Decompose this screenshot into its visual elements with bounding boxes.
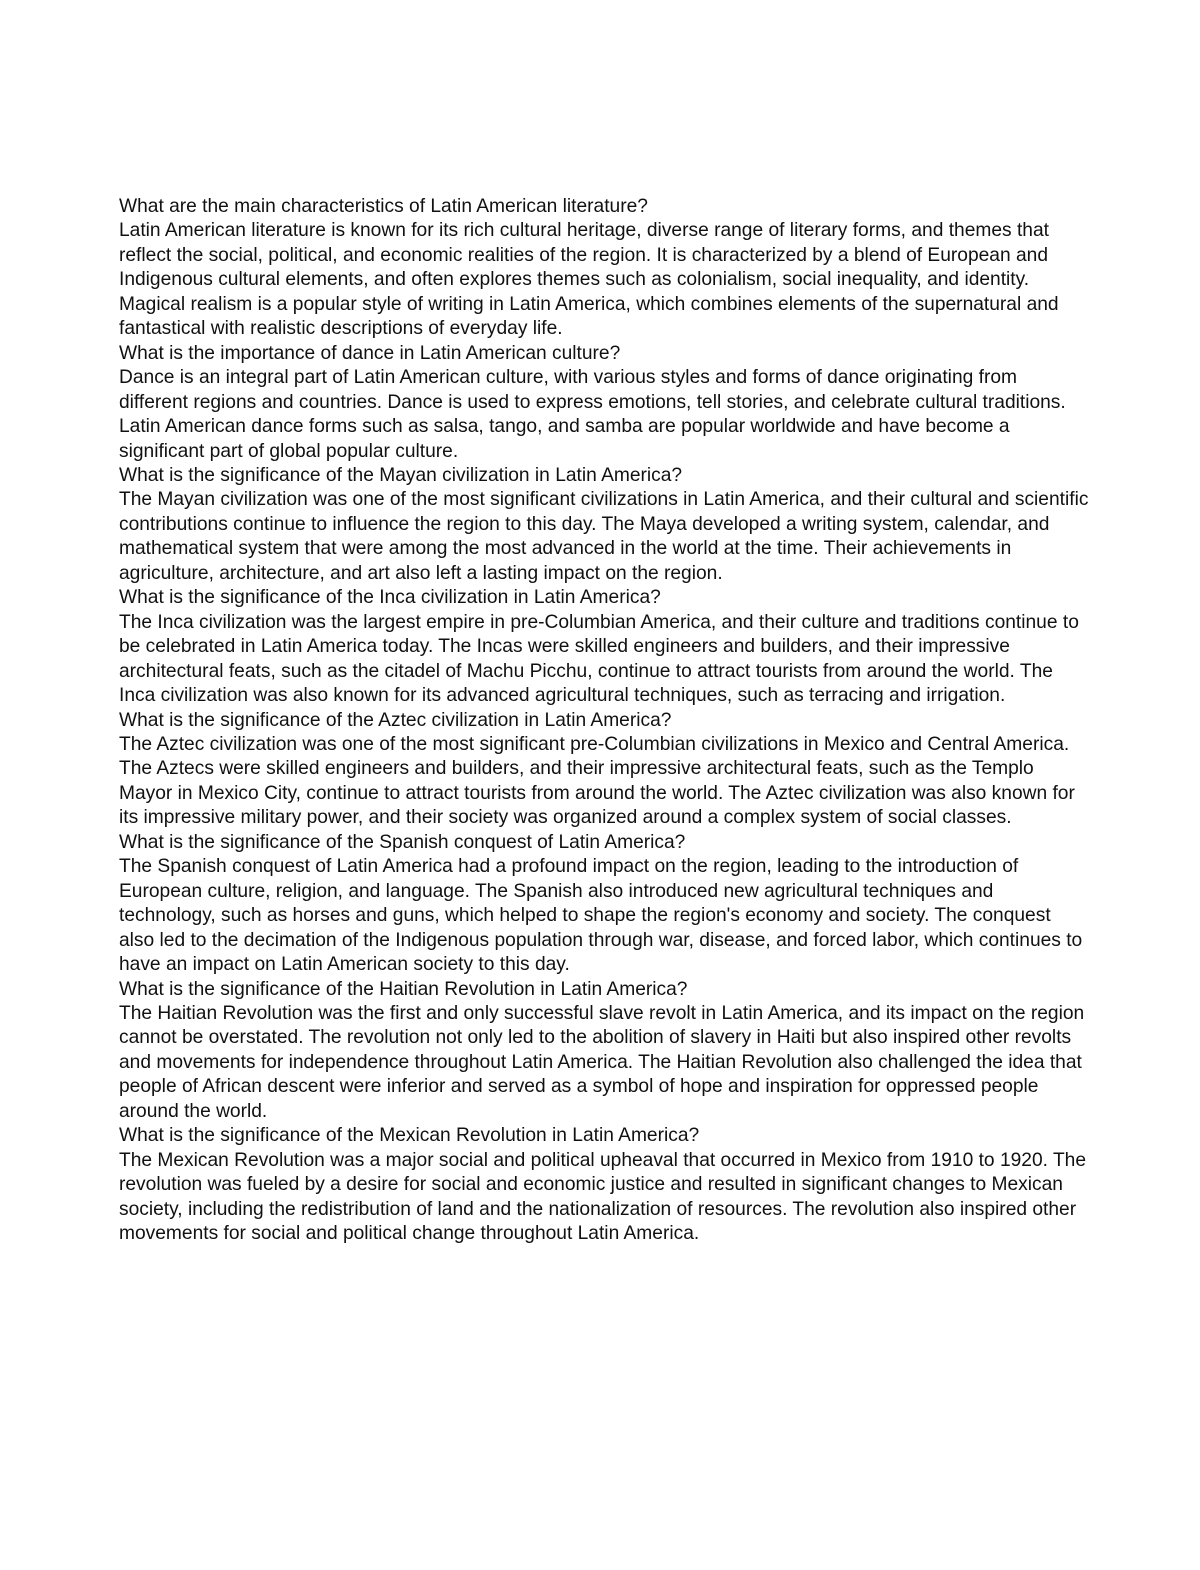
answer-7: The Haitian Revolution was the first and only successful slave revolt in Latin America, and its impact on the region cannot be overstated. The revolution not only led to the abolition of slavery in Haiti but also inspired other revolts and movements for independence throughout Latin America. The Haitian Revolution also challenged the idea that people of African descent were inferior and served as a symbol of hope and inspiration for oppressed people around the world. [119, 1002, 1085, 1122]
question-8: What is the significance of the Mexican Revolution in Latin America? [119, 1125, 700, 1147]
question-3: What is the significance of the Mayan civilization in Latin America? [119, 464, 683, 486]
question-1: What are the main characteristics of Latin American literature? [119, 196, 648, 217]
question-7: What is the significance of the Haitian Revolution in Latin America? [119, 978, 688, 1000]
document-body [119, 195, 1089, 1246]
answer-5: The Aztec civilization was one of the most significant pre-Columbian civilizations in Mexico and Central America. The Aztecs were skilled engineers and builders, and their impressive architectural feats, such as the Templo Mayor in Mexico City, continue to attract tourists from around the world. The Aztec civilization was also known for its impressive military power, and their society was organized around a complex system of social classes. [119, 733, 1075, 829]
answer-6: The Spanish conquest of Latin America had a profound impact on the region, leading to the introduction of European culture, religion, and language. The Spanish also introduced new agricultural techniques and technology, such as horses and guns, which helped to shape the region's economy and society. The conquest also led to the decimation of the Indigenous population through war, disease, and forced labor, which continues to have an impact on Latin American society to this day. [119, 856, 1083, 976]
question-6: What is the significance of the Spanish conquest of Latin America? [119, 831, 686, 853]
question-4: What is the significance of the Inca civilization in Latin America? [119, 587, 661, 609]
question-2: What is the importance of dance in Latin American culture? [119, 342, 621, 364]
answer-2: Dance is an integral part of Latin American culture, with various styles and forms of dance originating from different regions and countries. Dance is used to express emotions, tell stories, and celebrate cultural traditions. Latin American dance forms such as salsa, tango, and samba are popular worldwide and have become a significant part of global popular culture. [119, 367, 1066, 462]
answer-8: The Mexican Revolution was a major social and political upheaval that occurred in Mexico from 1910 to 1920. The revolution was fueled by a desire for social and economic justice and resulted in significant changes to Mexican society, including the redistribution of land and the nationalization of resources. The revolution also inspired other movements for social and political change throughout Latin America. [119, 1149, 1087, 1245]
answer-3: The Mayan civilization was one of the most significant civilizations in Latin America, and their cultural and scientific contributions continue to influence the region to this day. The Maya developed a writing system, calendar, and mathematical system that were among the most advanced in the world at the time. Their achievements in agriculture, architecture, and art also left a lasting impact on the region. [119, 489, 1089, 584]
answer-1: Latin American literature is known for its rich cultural heritage, diverse range of literary forms, and themes that reflect the social, political, and economic realities of the region. It is characterized by a blend of European and Indigenous cultural elements, and often explores themes such as colonialism, social inequality, and identity. Magical realism is a popular style of writing in Latin America, which combines elements of the supernatural and fantastical with realistic descriptions of everyday life. [119, 220, 1059, 340]
question-5: What is the significance of the Aztec civilization in Latin America? [119, 709, 672, 731]
answer-4: The Inca civilization was the largest empire in pre-Columbian America, and their culture and traditions continue to be celebrated in Latin America today. The Incas were skilled engineers and builders, and their impressive architectural feats, such as the citadel of Machu Picchu, continue to attract tourists from around the world. The Inca civilization was also known for its advanced agricultural techniques, such as terracing and irrigation. [119, 611, 1079, 707]
